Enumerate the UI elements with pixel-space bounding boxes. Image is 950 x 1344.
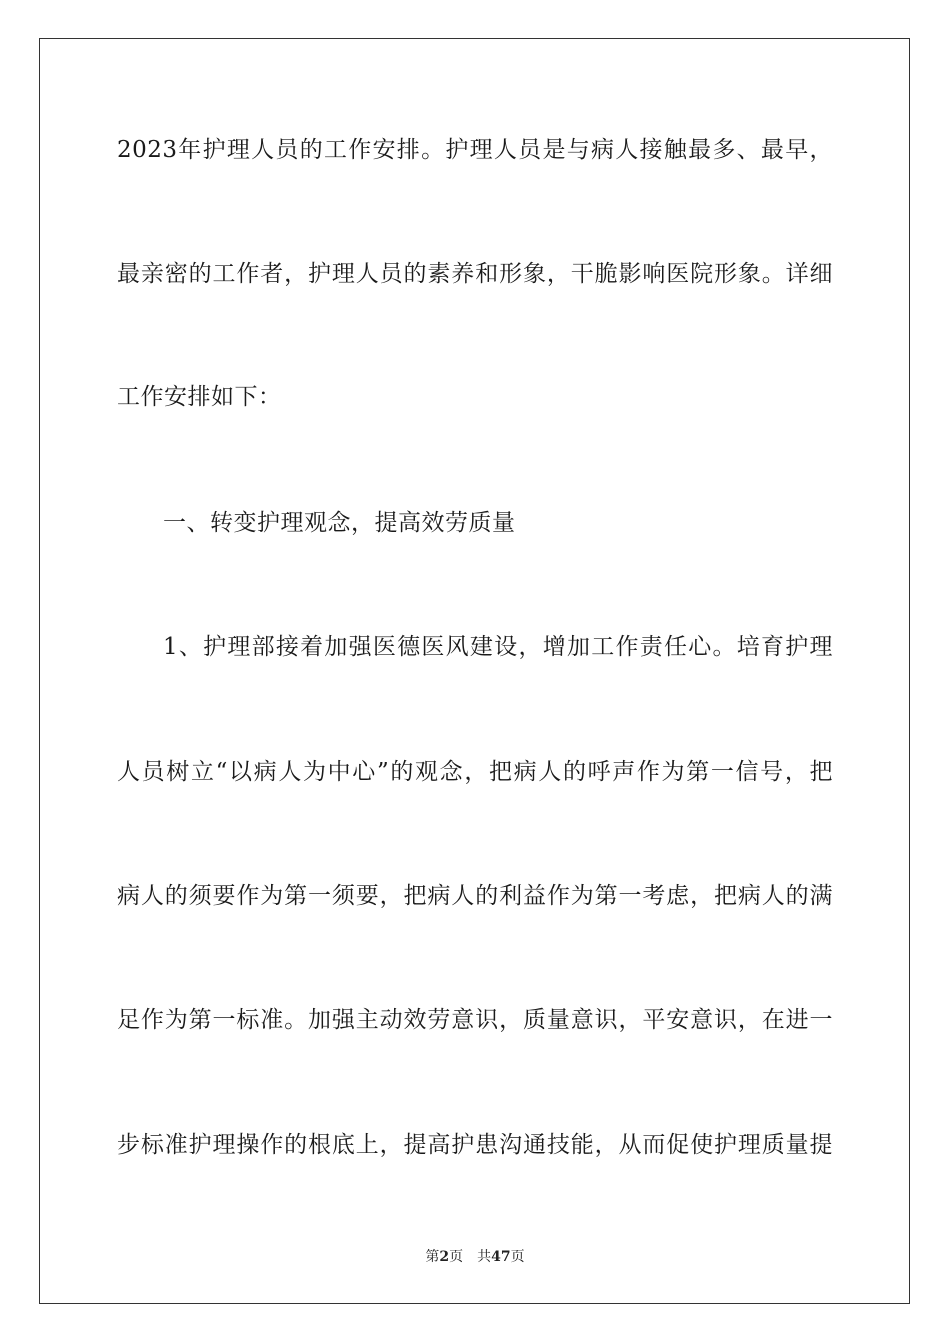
body-line-7: 病人的须要作为第一须要，把病人的利益作为第一考虑，把病人的满 bbox=[117, 883, 833, 909]
footer-page-prefix: 第 bbox=[425, 1249, 440, 1265]
footer-total-pages: 47 bbox=[491, 1249, 511, 1265]
body-line-8: 足作为第一标准。加强主动效劳意识，质量意识，平安意识，在进一 bbox=[117, 1007, 833, 1033]
page-frame bbox=[39, 38, 910, 1304]
body-line-2: 最亲密的工作者，护理人员的素养和形象，干脆影响医院形象。详细 bbox=[117, 261, 833, 287]
body-line-1: 2023年护理人员的工作安排。护理人员是与病人接触最多、最早， bbox=[117, 137, 833, 163]
footer-total-suffix: 页 bbox=[510, 1249, 525, 1265]
body-line-5: 1、护理部接着加强医德医风建设，增加工作责任心。培育护理 bbox=[163, 634, 833, 660]
footer-page-number: 2 bbox=[439, 1249, 450, 1265]
section-heading: 一、转变护理观念，提高效劳质量 bbox=[163, 510, 516, 536]
body-line-9: 步标准护理操作的根底上，提高护患沟通技能，从而促使护理质量提 bbox=[117, 1132, 833, 1158]
footer-total-prefix: 共 bbox=[477, 1249, 492, 1265]
footer-page-suffix: 页 bbox=[449, 1249, 464, 1265]
page-footer bbox=[0, 1248, 950, 1266]
body-line-3: 工作安排如下： bbox=[117, 384, 282, 410]
body-line-6: 人员树立“以病人为中心”的观念，把病人的呼声作为第一信号，把 bbox=[117, 759, 833, 785]
